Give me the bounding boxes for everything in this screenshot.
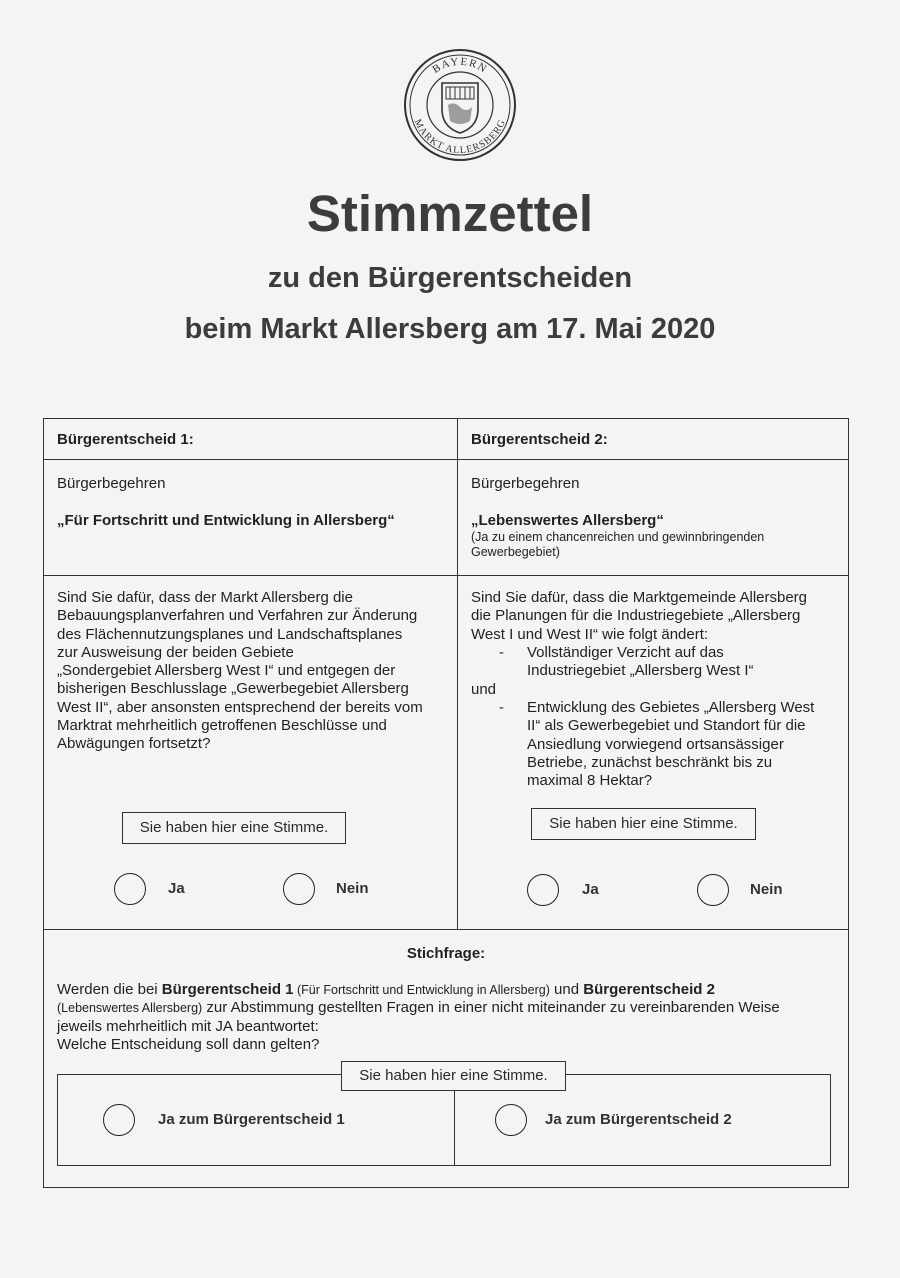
stichfrage-option-1-checkbox[interactable]: [103, 1104, 135, 1136]
question-line: die Planungen für die Industriegebiete „Allersberg: [471, 607, 801, 625]
entscheid-1-yes-checkbox[interactable]: [114, 873, 146, 905]
entscheid-2-und: und: [471, 681, 497, 698]
entscheid-2-begehren-name: „Lebenswertes Allersberg“: [471, 512, 664, 529]
divider: [43, 929, 849, 930]
entscheid-2-no-label: Nein: [750, 881, 783, 898]
entscheid-2-begehren-sub: Gewerbegebiet): [471, 545, 560, 559]
ballot-subtitle-1: zu den Bürgerentscheiden: [267, 262, 633, 294]
entscheid-2-question-intro: [471, 589, 807, 644]
stichfrage-ref-2: Bürgerentscheid 2: [583, 981, 715, 998]
divider: [457, 418, 458, 929]
entscheid-2-bullet-1: [527, 644, 754, 681]
entscheid-1-heading: Bürgerentscheid 1:: [57, 431, 194, 448]
stichfrage-line-4: Welche Entscheidung soll dann gelten?: [57, 1036, 320, 1053]
stichfrage-line-3: jeweils mehrheitlich mit JA beantwortet:: [57, 1018, 319, 1035]
stichfrage-text: zur Abstimmung gestellten Fragen in einer nicht miteinander zu vereinbarenden Weise: [202, 999, 780, 1016]
entscheid-1-question: [57, 589, 423, 754]
bullet-line: maximal 8 Hektar?: [527, 772, 653, 790]
stichfrage-text: Werden die bei: [57, 981, 162, 998]
entscheid-2-vote-note: Sie haben hier eine Stimme.: [531, 808, 756, 840]
entscheid-2-heading: Bürgerentscheid 2:: [471, 431, 608, 448]
stichfrage-option-2-label: Ja zum Bürgerentscheid 2: [545, 1111, 732, 1128]
bullet-line: Industriegebiet „Allersberg West I“: [527, 662, 754, 680]
svg-text:MARKT ALLERSBERG: MARKT ALLERSBERG: [411, 117, 509, 157]
stichfrage-vote-note: Sie haben hier eine Stimme.: [341, 1061, 566, 1091]
entscheid-2-begehren-label: Bürgerbegehren: [471, 475, 580, 492]
entscheid-2-bullet-2: [527, 699, 814, 790]
stichfrage-option-1-label: Ja zum Bürgerentscheid 1: [158, 1111, 345, 1128]
question-line: Marktrat mehrheitlich getroffenen Beschlüsse und: [57, 717, 387, 735]
entscheid-1-begehren-label: Bürgerbegehren: [57, 475, 166, 492]
ballot-subtitle-2: beim Markt Allersberg am 17. Mai 2020: [184, 313, 716, 345]
bullet-line: II“ als Gewerbegebiet und Standort für die: [527, 717, 806, 735]
entscheid-1-yes-label: Ja: [168, 880, 185, 897]
stichfrage-text: und: [549, 981, 584, 998]
question-line: des Flächennutzungsplanes und Landschaftsplanes: [57, 625, 403, 643]
question-line: West I und West II“ wie folgt ändert:: [471, 625, 709, 643]
svg-text:BAYERN: BAYERN: [430, 55, 490, 76]
bullet-line: Ansiedlung vorwiegend ortsansässiger: [527, 735, 784, 753]
stichfrage-ref-1-name: (Für Fortschritt und Entwicklung in Allersberg): [293, 983, 550, 997]
question-line: „Sondergebiet Allersberg West I“ und entgegen der: [57, 662, 396, 680]
question-line: West II“, aber ansonsten entsprechend der bereits vom: [57, 698, 423, 716]
stichfrage-line-2: [57, 999, 780, 1017]
question-line: Sind Sie dafür, dass die Marktgemeinde Allersberg: [471, 589, 808, 606]
entscheid-1-no-label: Nein: [336, 880, 369, 897]
stichfrage-heading: Stichfrage:: [406, 945, 486, 962]
bullet-dash: -: [499, 644, 504, 661]
stichfrage-line-1: [57, 981, 715, 999]
ballot-title: Stimmzettel: [306, 185, 594, 242]
bullet-line: Vollständiger Verzicht auf das: [527, 644, 724, 661]
bullet-line: Entwicklung des Gebietes „Allersberg West: [527, 699, 815, 716]
question-line: Bebauungsplanverfahren und Verfahren zur Änderung: [57, 607, 418, 625]
bullet-dash: -: [499, 699, 504, 716]
stichfrage-ref-1: Bürgerentscheid 1: [161, 981, 294, 998]
question-line: Sind Sie dafür, dass der Markt Allersberg die: [57, 589, 353, 606]
question-line: zur Ausweisung der beiden Gebiete: [57, 643, 294, 661]
market-seal: [402, 47, 518, 163]
question-line: bisherigen Beschlusslage „Gewerbegebiet Allersberg: [57, 680, 409, 698]
entscheid-2-begehren-sub: (Ja zu einem chancenreichen und gewinnbringenden: [471, 530, 765, 544]
bullet-line: Betriebe, zunächst beschränkt bis zu: [527, 753, 773, 771]
entscheid-1-begehren-name: „Für Fortschritt und Entwicklung in Allersberg“: [57, 512, 395, 529]
entscheid-2-yes-label: Ja: [582, 881, 599, 898]
entscheid-2-no-checkbox[interactable]: [697, 874, 729, 906]
stichfrage-option-2-checkbox[interactable]: [495, 1104, 527, 1136]
entscheid-1-vote-note: Sie haben hier eine Stimme.: [122, 812, 346, 844]
question-line: Abwägungen fortsetzt?: [57, 735, 211, 753]
divider: [43, 459, 849, 460]
entscheid-2-yes-checkbox[interactable]: [527, 874, 559, 906]
entscheid-1-no-checkbox[interactable]: [283, 873, 315, 905]
divider: [43, 575, 849, 576]
stichfrage-ref-2-name: (Lebenswertes Allersberg): [57, 1001, 203, 1015]
